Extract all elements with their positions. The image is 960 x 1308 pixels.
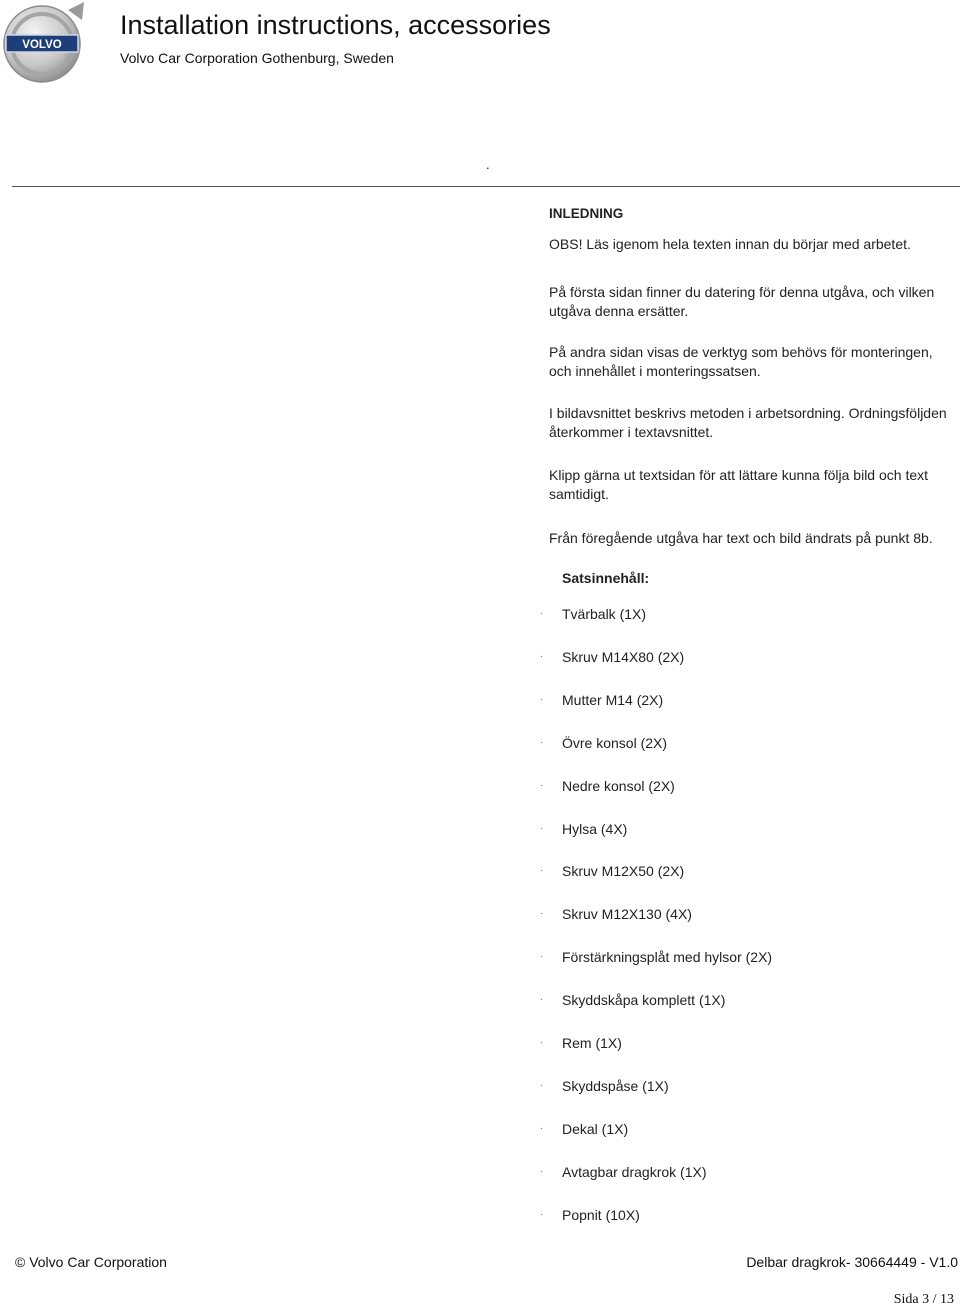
kit-item-bullet: . — [540, 1077, 543, 1089]
logo-wordmark: VOLVO — [22, 39, 62, 51]
document-subtitle: Volvo Car Corporation Gothenburg, Sweden — [120, 50, 394, 66]
kit-item-label: Skruv M14X80 (2X) — [562, 648, 685, 665]
kit-contents-title: Satsinnehåll: — [562, 570, 650, 586]
intro-paragraph-1: OBS! Läs igenom hela texten innan du börjar med arbetet. — [549, 236, 911, 252]
kit-item-label: Popnit (10X) — [562, 1206, 640, 1223]
footer-document-id: Delbar dragkrok- 30664449 - V1.0 — [746, 1254, 958, 1270]
kit-item — [540, 821, 627, 841]
kit-item — [540, 1207, 640, 1227]
kit-item-bullet: . — [540, 691, 543, 703]
volvo-logo — [2, 0, 88, 86]
kit-item — [540, 606, 646, 626]
kit-item-label: Dekal (1X) — [562, 1120, 629, 1137]
intro-paragraph-3: På andra sidan visas de verktyg som behövs för monteringen, och innehållet i monteringssatsen. — [549, 344, 933, 379]
kit-item — [540, 649, 684, 669]
kit-item-bullet: . — [540, 1035, 543, 1046]
kit-item-label: Skyddskåpa komplett (1X) — [562, 992, 726, 1009]
kit-item-bullet: . — [540, 734, 543, 746]
kit-item-label: Förstärkningsplåt med hylsor (2X) — [562, 949, 773, 966]
kit-item-label: Övre konsol (2X) — [562, 734, 668, 751]
kit-item-label: Skruv M12X50 (2X) — [562, 863, 685, 880]
kit-item-bullet: . — [540, 820, 543, 832]
document-title: Installation instructions, accessories — [120, 10, 551, 40]
kit-item-bullet: . — [540, 648, 543, 660]
kit-item-label: Rem (1X) — [562, 1035, 622, 1051]
header-divider — [12, 186, 960, 187]
kit-item — [540, 906, 692, 926]
kit-item-bullet: . — [540, 949, 543, 961]
kit-item — [540, 1121, 628, 1141]
kit-item — [540, 992, 725, 1012]
kit-item-label: Mutter M14 (2X) — [562, 691, 664, 708]
kit-item-bullet: . — [540, 1163, 543, 1175]
intro-paragraph-2: På första sidan finner du datering för denna utgåva, och vilken utgåva denna ersätter. — [549, 284, 935, 319]
kit-item-bullet: . — [540, 906, 543, 918]
kit-item-bullet: . — [540, 1206, 543, 1218]
kit-item — [540, 692, 663, 712]
intro-paragraph-6: Från föregående utgåva har text och bild ändrats på punkt 8b. — [549, 530, 933, 546]
kit-item-bullet: . — [540, 863, 543, 875]
kit-item-label: Avtagbar dragkrok (1X) — [562, 1163, 707, 1180]
page-number: Sida 3 / 13 — [893, 1292, 954, 1307]
kit-item — [540, 949, 772, 969]
kit-item-label: Tvärbalk (1X) — [562, 606, 647, 622]
kit-item — [540, 735, 667, 755]
kit-item — [540, 1035, 622, 1055]
kit-item-label: Skruv M12X130 (4X) — [562, 906, 692, 923]
kit-item-label: Nedre konsol (2X) — [562, 777, 675, 794]
header-mark: . — [486, 157, 490, 172]
kit-item-label: Skyddspåse (1X) — [562, 1077, 669, 1094]
kit-item-bullet: . — [540, 777, 543, 789]
kit-item — [540, 1164, 706, 1184]
intro-paragraph-4: I bildavsnittet beskrivs metoden i arbetsordning. Ordningsföljden återkommer i textavsnittet. — [549, 405, 947, 440]
kit-item-bullet: . — [540, 992, 543, 1004]
kit-item — [540, 1078, 669, 1098]
kit-item-bullet: . — [540, 606, 543, 617]
section-heading: INLEDNING — [549, 206, 624, 221]
footer-copyright: © Volvo Car Corporation — [15, 1254, 167, 1270]
kit-item — [540, 778, 675, 798]
kit-item-bullet: . — [540, 1120, 543, 1132]
kit-item — [540, 863, 684, 883]
kit-item-label: Hylsa (4X) — [562, 820, 628, 837]
intro-paragraph-5: Klipp gärna ut textsidan för att lättare kunna följa bild och text samtidigt. — [549, 467, 929, 502]
